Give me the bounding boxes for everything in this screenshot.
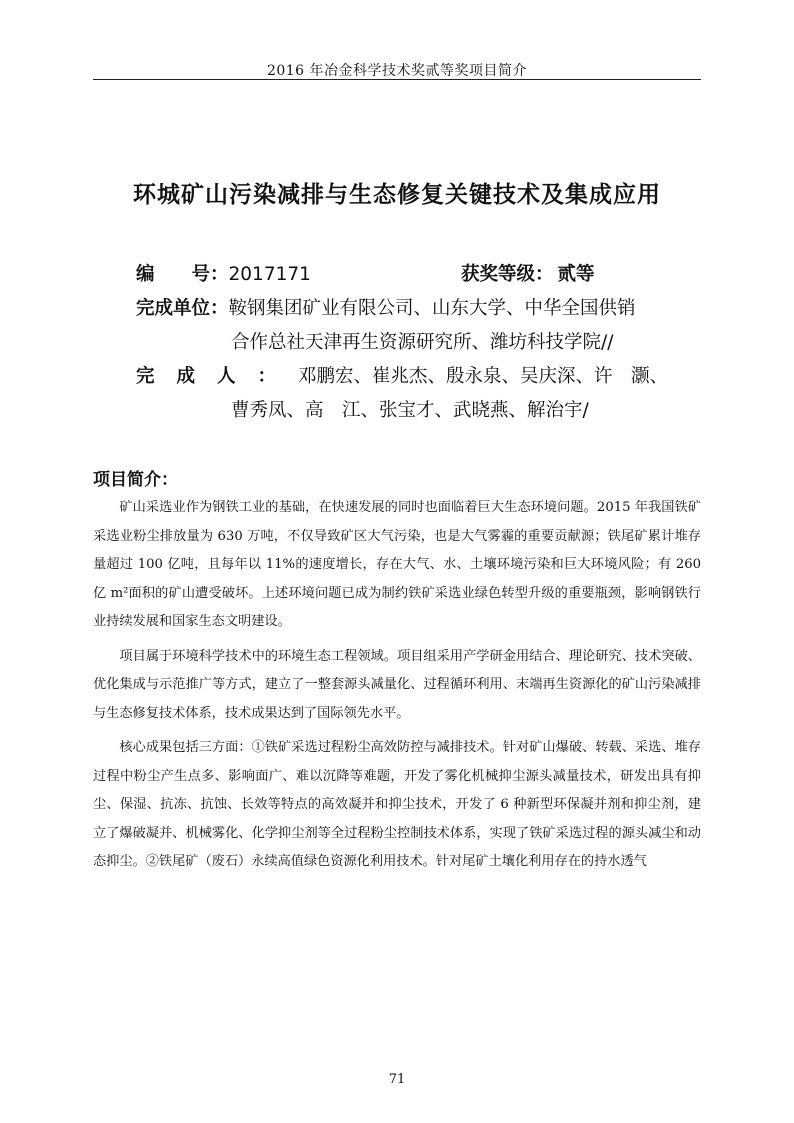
- number-value: 2017171: [228, 264, 311, 285]
- award-level: [461, 258, 599, 292]
- units-row: [136, 292, 696, 326]
- page-number: 71: [388, 1072, 406, 1087]
- header-rule: [93, 79, 701, 80]
- award-value: 贰等: [557, 264, 595, 285]
- running-header: 2016 年冶金科学技术奖贰等奖项目简介: [266, 63, 528, 79]
- project-metadata: [136, 258, 696, 428]
- award-label: 获奖等级：: [461, 264, 554, 285]
- number-label: 编 号：: [136, 264, 229, 285]
- document-title: 环城矿山污染减排与生态修复关键技术及集成应用: [133, 182, 661, 208]
- people-row-continued: [136, 394, 696, 428]
- people-label: 完成人：: [136, 366, 299, 387]
- paragraph: 项目属于环境科学技术中的环境生态工程领域。项目组采用产学研金用结合、理论研究、技术突破、优化集成与示范推广等方式，建立了一整套源头减量化、过程循环利用、末端再生资源化的矿山污染减排与生态修复技术体系，技术成果达到了国际领先水平。: [93, 648, 701, 721]
- units-line-1: 鞍钢集团矿业有限公司、山东大学、中华全国供销: [228, 298, 636, 319]
- number-row: [136, 258, 696, 292]
- paragraph: 矿山采选业作为钢铁工业的基础，在快速发展的同时也面临着巨大生态环境问题。2015 年我国铁矿采选业粉尘排放量为 630 万吨，不仅导致矿区大气污染，也是大气雾霾的重要贡献源；铁尾矿累计堆存量超过 100 亿吨，且每年以 11%的速度增长，存在大气、水、土壤环境污染和巨大环境风险；有 260 亿 m²面积的矿山遭受破坏。上述环境问题已成为制约铁矿采选业绿色转型升级的重要瓶颈，影响钢铁行业持续发展和国家生态文明建设。: [93, 500, 701, 629]
- units-label: 完成单位：: [136, 298, 229, 319]
- units-line-2: 合作总社天津再生资源研究所、潍坊科技学院//: [231, 332, 614, 353]
- body-text: [93, 494, 701, 883]
- people-row: [136, 360, 696, 394]
- people-line-2: 曹秀凤、高 江、张宝才、武晓燕、解治宇/: [231, 400, 589, 421]
- paragraph: 核心成果包括三方面：①铁矿采选过程粉尘高效防控与减排技术。针对矿山爆破、转载、采选、堆存过程中粉尘产生点多、影响面广、难以沉降等难题，开发了雾化机械抑尘源头减量技术，研发出具有抑尘、保湿、抗冻、抗蚀、长效等特点的高效凝并和抑尘技术，开发了 6 种新型环保凝并剂和抑尘剂，建立了爆破凝并、机械雾化、化学抑尘剂等全过程粉尘控制技术体系，实现了铁矿采选过程的源头减尘和动态抑尘。②铁尾矿（废石）永续高值绿色资源化利用技术。针对尾矿土壤化利用存在的持水透气: [93, 740, 701, 869]
- units-row-continued: [136, 326, 696, 360]
- people-line-1: 邓鹏宏、崔兆杰、殷永泉、吴庆深、许 灏、: [298, 366, 669, 387]
- section-heading: 项目简介：: [93, 470, 178, 490]
